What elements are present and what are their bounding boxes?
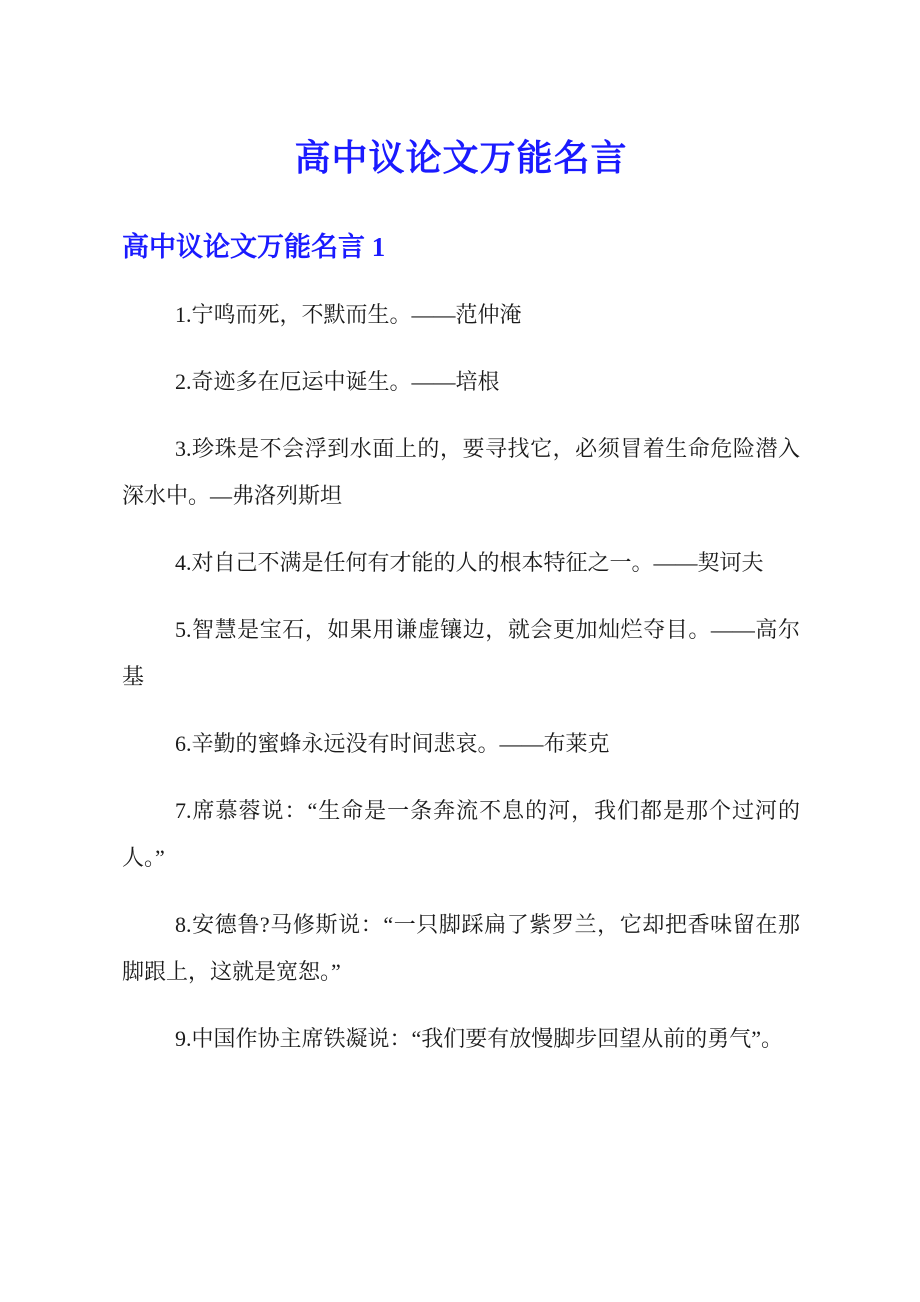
quote-paragraph-3: 3.珍珠是不会浮到水面上的，要寻找它，必须冒着生命危险潜入深水中。—弗洛列斯坦 [122, 436, 800, 508]
section-heading: 高中议论文万能名言 1 [122, 232, 386, 262]
quote-paragraph-7: 7.席慕蓉说：“生命是一条奔流不息的河，我们都是那个过河的人。” [122, 798, 800, 870]
quote-paragraph-2: 2.奇迹多在厄运中诞生。——培根 [175, 369, 500, 394]
page-title: 高中议论文万能名言 [294, 138, 628, 178]
quote-paragraph-5: 5.智慧是宝石，如果用谦虚镶边，就会更加灿烂夺目。——高尔基 [122, 617, 800, 689]
quote-paragraph-4: 4.对自己不满是任何有才能的人的根本特征之一。——契诃夫 [175, 550, 764, 575]
quote-paragraph-6: 6.辛勤的蜜蜂永远没有时间悲哀。——布莱克 [175, 731, 610, 756]
quote-paragraph-8: 8.安德鲁?马修斯说：“一只脚踩扁了紫罗兰，它却把香味留在那脚跟上，这就是宽恕。” [122, 912, 800, 984]
quote-paragraph-1: 1.宁鸣而死，不默而生。——范仲淹 [175, 302, 522, 327]
quote-paragraph-9: 9.中国作协主席铁凝说：“我们要有放慢脚步回望从前的勇气”。 [175, 1026, 784, 1051]
